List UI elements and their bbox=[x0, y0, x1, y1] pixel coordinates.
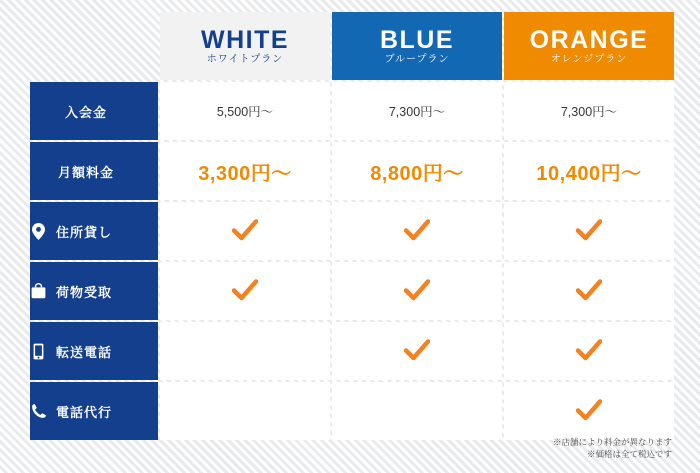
cell-entry-fee-blue bbox=[332, 82, 502, 140]
row-label-text: 入会金 bbox=[64, 104, 107, 120]
table-row bbox=[30, 262, 674, 320]
row-label-entry-fee bbox=[30, 82, 158, 140]
cell-parcel-receipt-white bbox=[160, 262, 330, 320]
table-row bbox=[30, 142, 674, 200]
cell-parcel-receipt-orange bbox=[504, 262, 674, 320]
row-label-text: 住所貸し bbox=[56, 224, 113, 240]
plan-comparison-table bbox=[28, 10, 672, 442]
cell-phone-answering-blue bbox=[332, 382, 502, 440]
plan-header-blue bbox=[332, 12, 502, 80]
plan-subtitle: ホワイトプラン bbox=[206, 53, 284, 65]
table-header-row bbox=[30, 12, 674, 80]
cell-address-rental-blue bbox=[332, 202, 502, 260]
table-row bbox=[30, 202, 674, 260]
phone-mobile-icon bbox=[30, 342, 47, 361]
row-label-text: 月額料金 bbox=[57, 164, 114, 180]
check-icon bbox=[576, 219, 602, 241]
check-icon bbox=[232, 219, 258, 241]
cell-address-rental-white bbox=[160, 202, 330, 260]
plan-name: ORANGE bbox=[529, 25, 649, 54]
cell-call-forwarding-orange bbox=[504, 322, 674, 380]
plan-header-orange bbox=[504, 12, 674, 80]
check-icon bbox=[404, 219, 430, 241]
row-label-text: 荷物受取 bbox=[56, 284, 113, 300]
plan-subtitle: ブループラン bbox=[384, 53, 450, 65]
price-value: 7,300円〜 bbox=[388, 105, 446, 119]
table-row bbox=[30, 322, 674, 380]
row-label-address-rental bbox=[30, 202, 158, 260]
pricing-table bbox=[28, 10, 676, 442]
check-icon bbox=[404, 339, 430, 361]
price-value: 10,400円〜 bbox=[536, 162, 642, 185]
footnote-line: ※店舗により料金が異なります bbox=[552, 436, 672, 447]
footnote-line: ※価格は全て税込です bbox=[586, 449, 672, 460]
check-icon bbox=[404, 279, 430, 301]
phone-handset-icon bbox=[30, 402, 47, 421]
cell-monthly-fee-white bbox=[160, 142, 330, 200]
price-value: 8,800円〜 bbox=[370, 162, 464, 185]
price-value: 7,300円〜 bbox=[560, 105, 618, 119]
price-value: 5,500円〜 bbox=[216, 105, 274, 119]
row-label-monthly-fee bbox=[30, 142, 158, 200]
check-icon bbox=[576, 399, 602, 421]
plan-header-white bbox=[160, 12, 330, 80]
footnotes bbox=[553, 436, 672, 462]
price-value: 3,300円〜 bbox=[198, 162, 292, 185]
table-row bbox=[30, 82, 674, 140]
pin-icon bbox=[30, 222, 47, 241]
row-label-phone-answering bbox=[30, 382, 158, 440]
row-label-text: 電話代行 bbox=[56, 404, 113, 420]
cell-entry-fee-white bbox=[160, 82, 330, 140]
cell-parcel-receipt-blue bbox=[332, 262, 502, 320]
row-label-call-forwarding bbox=[30, 322, 158, 380]
row-label-parcel-receipt bbox=[30, 262, 158, 320]
table-row bbox=[30, 382, 674, 440]
cell-call-forwarding-blue bbox=[332, 322, 502, 380]
cell-entry-fee-orange bbox=[504, 82, 674, 140]
cell-call-forwarding-white bbox=[160, 322, 330, 380]
cell-monthly-fee-blue bbox=[332, 142, 502, 200]
cell-phone-answering-white bbox=[160, 382, 330, 440]
header-corner-blank bbox=[30, 12, 158, 80]
cell-address-rental-orange bbox=[504, 202, 674, 260]
check-icon bbox=[232, 279, 258, 301]
plan-subtitle: オレンジプラン bbox=[550, 53, 628, 65]
bag-icon bbox=[30, 282, 47, 301]
check-icon bbox=[576, 279, 602, 301]
check-icon bbox=[576, 339, 602, 361]
plan-name: BLUE bbox=[379, 25, 455, 54]
cell-monthly-fee-orange bbox=[504, 142, 674, 200]
row-label-text: 転送電話 bbox=[56, 344, 113, 360]
cell-phone-answering-orange bbox=[504, 382, 674, 440]
plan-name: WHITE bbox=[200, 25, 290, 54]
